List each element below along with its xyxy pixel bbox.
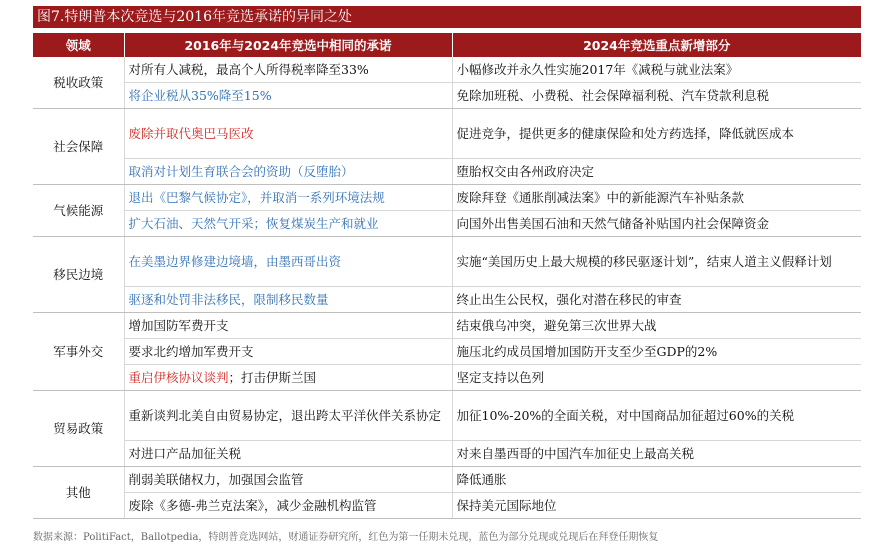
domain-cell: 移民边境 xyxy=(33,237,124,313)
new-focus-cell: 对来自墨西哥的中国汽车加征史上最高关税 xyxy=(452,441,861,467)
table-row xyxy=(33,339,861,365)
domain-cell: 气候能源 xyxy=(33,185,124,237)
table-row xyxy=(33,287,861,313)
table-row xyxy=(33,109,861,159)
same-promise-cell: 退出《巴黎气候协定》，并取消一系列环境法规 xyxy=(124,185,452,211)
table-row xyxy=(33,83,861,109)
new-focus-cell: 坚定支持以色列 xyxy=(452,365,861,391)
header-new-focus: 2024年竞选重点新增部分 xyxy=(452,33,861,57)
new-focus-cell: 堕胎权交由各州政府决定 xyxy=(452,159,861,185)
table-row xyxy=(33,365,861,391)
domain-cell: 军事外交 xyxy=(33,313,124,391)
same-promise-cell: 驱逐和处罚非法移民，限制移民数量 xyxy=(124,287,452,313)
same-promise-cell: 削弱美联储权力，加强国会监管 xyxy=(124,467,452,493)
table-row xyxy=(33,57,861,83)
new-focus-cell: 小幅修改并永久性实施2017年《减税与就业法案》 xyxy=(452,57,861,83)
same-promise-cell: 在美墨边界修建边境墙，由墨西哥出资 xyxy=(124,237,452,287)
new-focus-cell: 降低通胀 xyxy=(452,467,861,493)
header-domain: 领域 xyxy=(33,33,124,57)
table-row xyxy=(33,391,861,441)
same-promise-cell: 废除并取代奥巴马医改 xyxy=(124,109,452,159)
same-promise-cell: 要求北约增加军费开支 xyxy=(124,339,452,365)
table-row xyxy=(33,313,861,339)
same-promise-cell: 增加国防军费开支 xyxy=(124,313,452,339)
unfulfilled-text: 重启伊核协议谈判 xyxy=(128,370,229,385)
table-header-row xyxy=(33,33,861,57)
same-promise-cell: 扩大石油、天然气开采；恢复煤炭生产和就业 xyxy=(124,211,452,237)
new-focus-cell: 废除拜登《通胀削减法案》中的新能源汽车补贴条款 xyxy=(452,185,861,211)
same-promise-text: ；打击伊斯兰国 xyxy=(228,370,317,385)
new-focus-cell: 保持美元国际地位 xyxy=(452,493,861,519)
new-focus-cell: 免除加班税、小费税、社会保障福利税、汽车贷款利息税 xyxy=(452,83,861,109)
same-promise-cell: 对进口产品加征关税 xyxy=(124,441,452,467)
new-focus-cell: 实施“美国历史上最大规模的移民驱逐计划”，结束人道主义假释计划 xyxy=(452,237,861,287)
new-focus-cell: 促进竞争，提供更多的健康保险和处方药选择，降低就医成本 xyxy=(452,109,861,159)
same-promise-cell xyxy=(124,365,452,391)
same-promise-cell: 废除《多德-弗兰克法案》，减少金融机构监管 xyxy=(124,493,452,519)
comparison-table xyxy=(33,33,861,519)
table-row xyxy=(33,185,861,211)
table-row xyxy=(33,493,861,519)
new-focus-cell: 加征10%-20%的全面关税，对中国商品加征超过60%的关税 xyxy=(452,391,861,441)
table-row xyxy=(33,237,861,287)
new-focus-cell: 向国外出售美国石油和天然气储备补贴国内社会保障资金 xyxy=(452,211,861,237)
domain-cell: 社会保障 xyxy=(33,109,124,185)
table-row xyxy=(33,467,861,493)
new-focus-cell: 终止出生公民权，强化对潜在移民的审查 xyxy=(452,287,861,313)
header-same-promises: 2016年与2024年竞选中相同的承诺 xyxy=(124,33,452,57)
table-row xyxy=(33,211,861,237)
same-promise-cell: 将企业税从35%降至15% xyxy=(124,83,452,109)
same-promise-cell: 重新谈判北美自由贸易协定，退出跨太平洋伙伴关系协定 xyxy=(124,391,452,441)
same-promise-cell: 取消对计划生育联合会的资助（反堕胎） xyxy=(124,159,452,185)
new-focus-cell: 施压北约成员国增加国防开支至少至GDP的2% xyxy=(452,339,861,365)
source-footnote: 数据来源：PolitiFact，Ballotpedia，特朗普竞选网站，财通证券研究所，红色为第一任期未兑现，蓝色为部分兑现或兑现后在拜登任期恢复 xyxy=(33,532,659,543)
domain-cell: 其他 xyxy=(33,467,124,519)
domain-cell: 税收政策 xyxy=(33,57,124,109)
figure-title: 图7.特朗普本次竞选与2016年竞选承诺的异同之处 xyxy=(33,6,861,28)
new-focus-cell: 结束俄乌冲突，避免第三次世界大战 xyxy=(452,313,861,339)
same-promise-cell: 对所有人减税，最高个人所得税率降至33% xyxy=(124,57,452,83)
table-row xyxy=(33,441,861,467)
table-row xyxy=(33,159,861,185)
domain-cell: 贸易政策 xyxy=(33,391,124,467)
